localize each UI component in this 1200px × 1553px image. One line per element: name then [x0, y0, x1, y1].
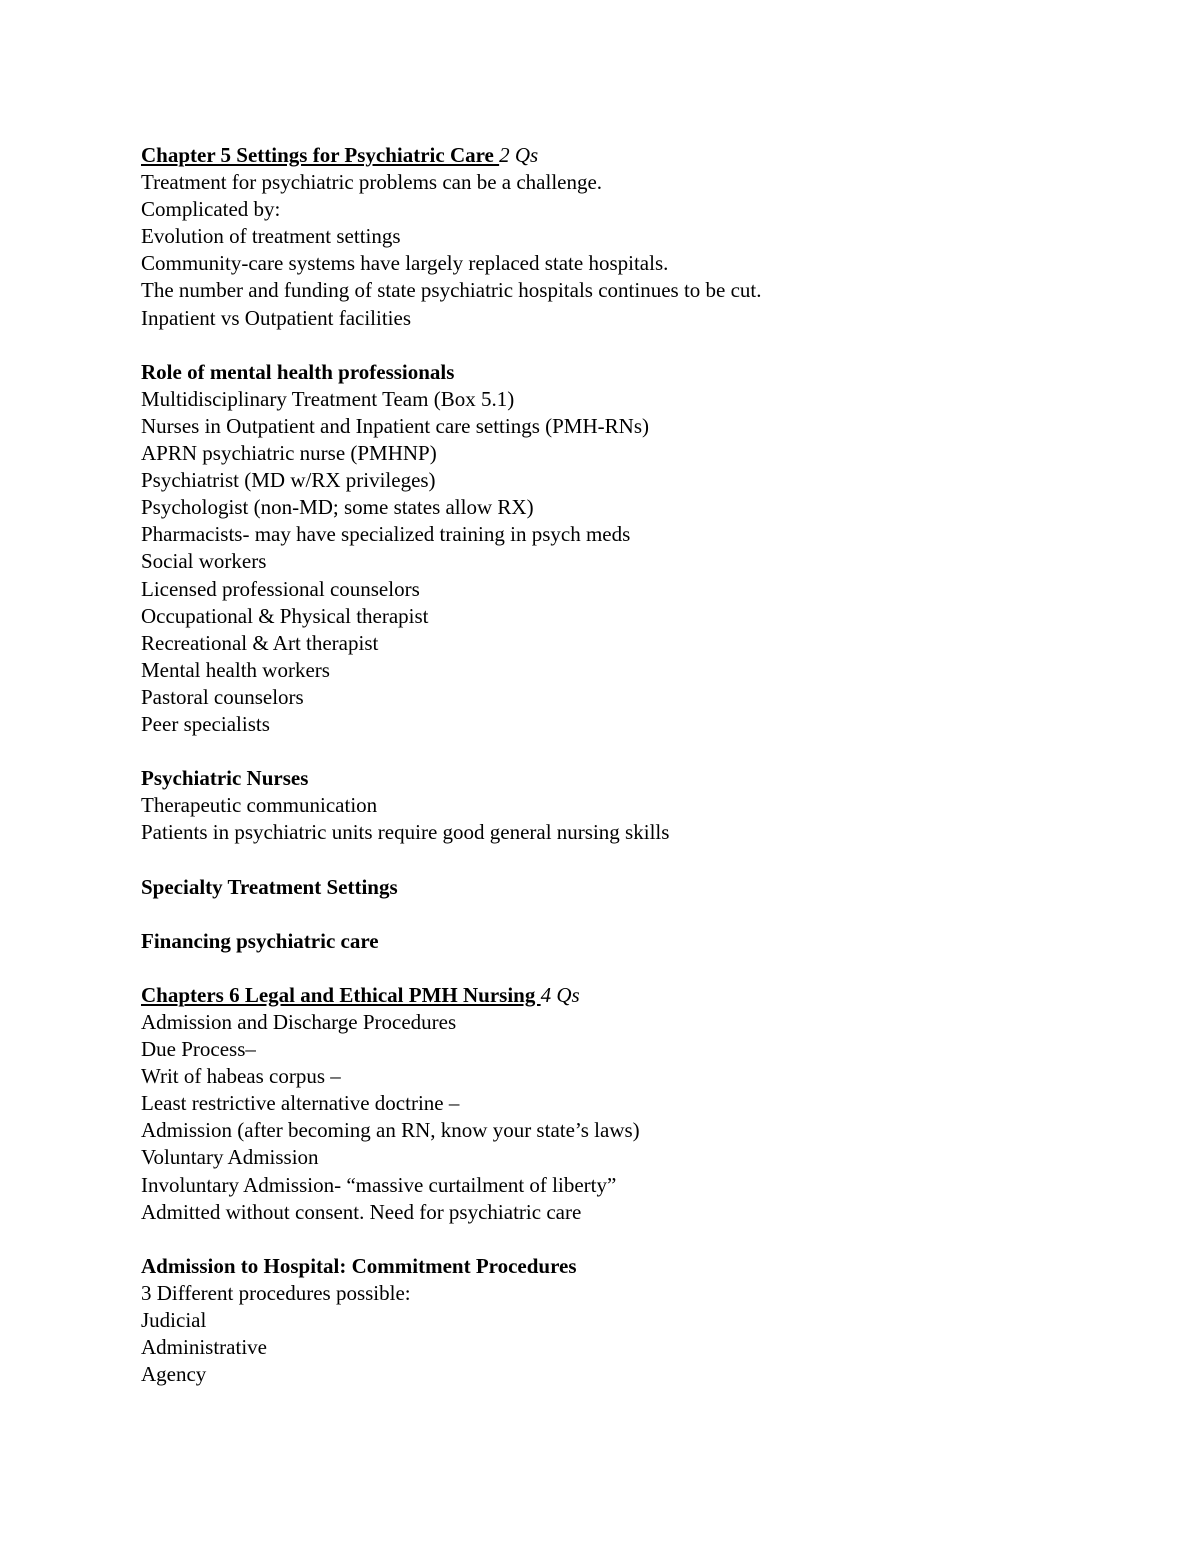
chapter-5-question-count: 2 Qs	[499, 143, 539, 167]
blank-line	[141, 738, 1141, 765]
text-line: Peer specialists	[141, 711, 270, 736]
text-line: Admitted without consent. Need for psychiatric care	[141, 1199, 582, 1224]
blank-line	[141, 846, 1141, 873]
text-line: APRN psychiatric nurse (PMHNP)	[141, 441, 437, 466]
section-heading-psychiatric-nurses: Psychiatric Nurses	[141, 766, 309, 791]
text-line: Therapeutic communication	[141, 793, 378, 818]
section-heading-commitment: Admission to Hospital: Commitment Procedures	[141, 1253, 577, 1278]
blank-line	[141, 1226, 1141, 1253]
text-line: Psychologist (non-MD; some states allow RX)	[141, 495, 534, 520]
text-line: Community-care systems have largely replaced state hospitals.	[141, 251, 669, 276]
chapter-6-heading	[141, 982, 1141, 1009]
text-line: 3 Different procedures possible:	[141, 1280, 411, 1305]
document-body	[141, 142, 1141, 1388]
text-line: Admission (after becoming an RN, know your state’s laws)	[141, 1118, 640, 1143]
blank-line	[141, 332, 1141, 359]
text-line: Occupational & Physical therapist	[141, 603, 429, 628]
section-heading-role: Role of mental health professionals	[141, 359, 455, 384]
chapter-5-title: Chapter 5 Settings for Psychiatric Care	[141, 143, 500, 167]
blank-line	[141, 901, 1141, 928]
text-line: Judicial	[141, 1308, 207, 1333]
text-line: Multidisciplinary Treatment Team (Box 5.1)	[141, 386, 515, 411]
text-line: Inpatient vs Outpatient facilities	[141, 305, 412, 330]
text-line: Treatment for psychiatric problems can be a challenge.	[141, 170, 603, 195]
text-line: Pharmacists- may have specialized training in psych meds	[141, 522, 631, 547]
chapter-5-heading	[141, 142, 1141, 169]
text-line: Admission and Discharge Procedures	[141, 1010, 457, 1034]
text-line: The number and funding of state psychiatric hospitals continues to be cut.	[141, 278, 762, 303]
text-line: Patients in psychiatric units require good general nursing skills	[141, 820, 670, 845]
text-line: Pastoral counselors	[141, 684, 304, 709]
text-line: Evolution of treatment settings	[141, 224, 401, 249]
text-line: Agency	[141, 1362, 207, 1387]
text-line: Recreational & Art therapist	[141, 630, 379, 655]
text-line: Mental health workers	[141, 657, 330, 682]
chapter-6-question-count: 4 Qs	[540, 982, 580, 1007]
text-line: Writ of habeas corpus –	[141, 1064, 341, 1089]
text-line: Due Process–	[141, 1037, 256, 1062]
text-line: Voluntary Admission	[141, 1145, 319, 1170]
text-line: Social workers	[141, 549, 267, 574]
chapter-6-title: Chapters 6 Legal and Ethical PMH Nursing	[141, 982, 541, 1007]
text-line: Psychiatrist (MD w/RX privileges)	[141, 468, 436, 493]
text-line: Complicated by:	[141, 197, 281, 222]
section-heading-specialty: Specialty Treatment Settings	[141, 874, 398, 899]
text-line: Least restrictive alternative doctrine –	[141, 1091, 460, 1116]
section-heading-financing: Financing psychiatric care	[141, 928, 379, 953]
text-line: Involuntary Admission- “massive curtailment of liberty”	[141, 1172, 617, 1197]
text-line: Nurses in Outpatient and Inpatient care settings (PMH-RNs)	[141, 413, 649, 438]
text-line: Licensed professional counselors	[141, 576, 420, 601]
blank-line	[141, 955, 1141, 982]
text-line: Administrative	[141, 1335, 267, 1360]
